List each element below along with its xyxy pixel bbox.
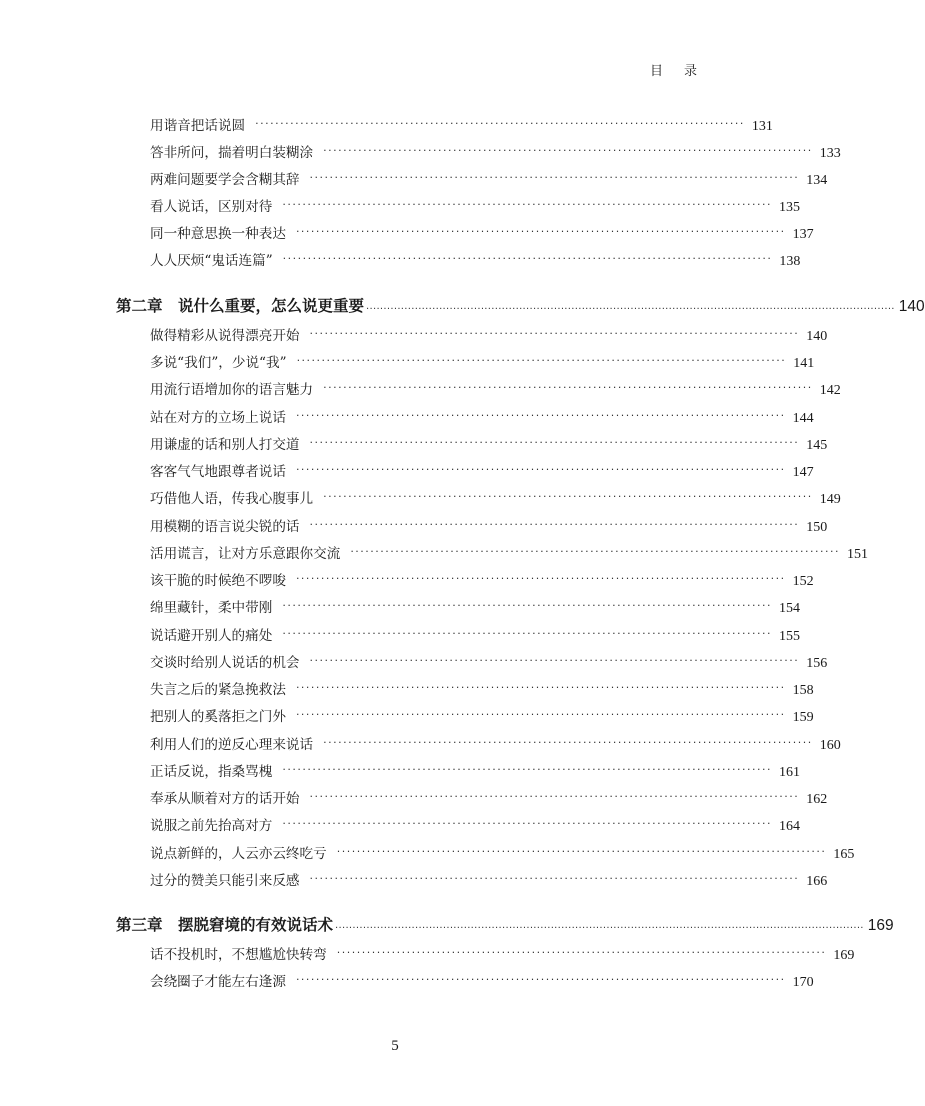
- toc-entry-title: 巧借他人语，传我心腹事儿: [150, 491, 314, 507]
- toc-entry-title: 该干脆的时候绝不啰唆: [150, 573, 286, 589]
- toc-entry[interactable]: [150, 760, 801, 780]
- header-title-left: 目: [649, 64, 664, 79]
- toc-entry-page: 159: [792, 710, 814, 725]
- toc-entry-page: 161: [779, 765, 801, 780]
- chapter-page: 169: [867, 917, 894, 934]
- toc-entry[interactable]: [150, 842, 855, 862]
- toc-entry-page: 169: [833, 948, 855, 963]
- leader-dots: ··································································································: [309, 872, 800, 885]
- toc-entry-page: 165: [833, 847, 855, 862]
- toc-entry-page: 133: [819, 146, 841, 161]
- leader-dots: ··································································································: [296, 354, 787, 367]
- leader-dots: ··································································································: [295, 572, 786, 585]
- leader-dots: ··································································································: [336, 946, 827, 959]
- toc-entry-title: 说话避开别人的痛处: [150, 628, 273, 644]
- toc-entry[interactable]: [150, 324, 828, 344]
- toc-entry-title: 同一种意思换一种表达: [150, 226, 286, 242]
- leader-dots: ··································································································: [282, 817, 773, 830]
- toc-entry[interactable]: [150, 406, 814, 426]
- leader-dots: ··································································································: [309, 436, 800, 449]
- toc-entry-title: 活用谎言，让对方乐意跟你交流: [150, 546, 341, 562]
- toc-entry-page: 140: [806, 329, 828, 344]
- leader-dots: ··································································································: [350, 545, 840, 558]
- toc-entry-page: 144: [792, 411, 814, 426]
- leader-dots: ··································································································: [282, 198, 773, 211]
- toc-entry-page: 137: [792, 227, 814, 242]
- toc-entry-page: 155: [779, 629, 801, 644]
- toc-entry-page: 147: [792, 465, 814, 480]
- toc-entry[interactable]: [150, 378, 841, 398]
- toc-entry-title: 交谈时给别人说话的机会: [150, 655, 300, 671]
- toc-entry-page: 138: [779, 254, 801, 269]
- toc-entry[interactable]: [150, 814, 801, 834]
- toc-entry[interactable]: [150, 168, 828, 188]
- toc-entry-title: 用谦虚的话和别人打交道: [150, 437, 300, 453]
- toc-entry-title: 站在对方的立场上说话: [150, 410, 286, 426]
- leader-dots: ··································································································: [309, 327, 800, 340]
- toc-entry[interactable]: [150, 569, 814, 589]
- toc-entry[interactable]: [150, 542, 868, 562]
- leader-dots: ··································································································: [309, 171, 800, 184]
- toc-entry-page: 150: [806, 520, 828, 535]
- toc-entry[interactable]: [150, 705, 814, 725]
- toc-entry[interactable]: [150, 970, 814, 990]
- leader-dots: ··································································································: [323, 144, 813, 157]
- leader-dots: ··································································································: [295, 409, 786, 422]
- leader-dots: ··································································································: [295, 463, 786, 476]
- toc-entry-title: 把别人的奚落拒之门外: [150, 709, 286, 725]
- toc-entry-title: 答非所问，揣着明白装糊涂: [150, 145, 314, 161]
- toc-entry-page: 141: [793, 356, 815, 371]
- toc-entry-title: 两难问题要学会含糊其辞: [150, 172, 300, 188]
- leader-dots: ··································································································: [309, 518, 800, 531]
- toc-entry[interactable]: [150, 678, 814, 698]
- toc-entry-title: 说点新鲜的，人云亦云终吃亏: [150, 846, 327, 862]
- leader-dots: ··································································································: [282, 252, 773, 265]
- toc-entry-title: 正话反说，指桑骂槐: [150, 764, 273, 780]
- toc-entry[interactable]: [150, 351, 815, 371]
- toc-entry-page: 162: [806, 792, 828, 807]
- toc-entry[interactable]: [150, 487, 841, 507]
- toc-entry[interactable]: [150, 249, 801, 269]
- toc-entry-title: 客客气气地跟尊者说话: [150, 464, 286, 480]
- toc-entry[interactable]: [150, 869, 828, 889]
- toc-entry[interactable]: [150, 733, 841, 753]
- toc-entry[interactable]: [150, 460, 814, 480]
- leader-dots: ··································································································: [323, 490, 813, 503]
- chapter-heading[interactable]: [116, 294, 925, 316]
- toc-entry[interactable]: [150, 515, 828, 535]
- toc-entry[interactable]: [150, 624, 801, 644]
- toc-entry-page: 164: [779, 819, 801, 834]
- toc-entry-page: 166: [806, 874, 828, 889]
- toc-entry-title: 用模糊的语言说尖锐的话: [150, 519, 300, 535]
- toc-entry-page: 145: [806, 438, 828, 453]
- header-title-right: 录: [683, 64, 698, 79]
- leader-dots: ··································································································: [309, 654, 800, 667]
- leader-dots: ··································································································: [282, 763, 773, 776]
- toc-entry-page: 154: [779, 601, 801, 616]
- chapter-title: 第二章 说什么重要，怎么说更重要: [116, 297, 365, 315]
- toc-entry[interactable]: [150, 787, 828, 807]
- leader-dots: ··································································································: [255, 117, 745, 130]
- leader-dots: ··································································································: [295, 225, 786, 238]
- toc-entry-page: 156: [806, 656, 828, 671]
- toc-entry[interactable]: [150, 141, 841, 161]
- toc-entry-page: 142: [819, 383, 841, 398]
- leader-dots: ··································································································: [309, 790, 800, 803]
- toc-entry-page: 152: [792, 574, 814, 589]
- toc-entry-title: 用谐音把话说圆: [150, 118, 246, 134]
- toc-entry[interactable]: [150, 114, 773, 134]
- toc-entry-page: 160: [819, 738, 841, 753]
- toc-entry-title: 说服之前先抬高对方: [150, 818, 273, 834]
- toc-entry-page: 135: [779, 200, 801, 215]
- chapter-title: 第三章 摆脱窘境的有效说话术: [116, 916, 334, 934]
- toc-entry-page: 151: [846, 547, 868, 562]
- toc-entry-title: 看人说话，区别对待: [150, 199, 273, 215]
- running-header: [650, 60, 698, 79]
- leader-dots: ··································································································: [282, 599, 773, 612]
- toc-entry-title: 多说“我们”，少说“我”: [150, 355, 287, 371]
- page-number: 5: [391, 1038, 399, 1054]
- toc-entry-title: 人人厌烦“鬼话连篇”: [150, 253, 273, 269]
- toc-entry-title: 绵里藏针，柔中带刚: [150, 600, 273, 616]
- toc-entry-title: 用流行语增加你的语言魅力: [150, 382, 314, 398]
- leader-dots: ··································································································: [323, 736, 813, 749]
- toc-entry-title: 过分的赞美只能引来反感: [150, 873, 300, 889]
- toc-entry-page: 131: [751, 119, 773, 134]
- toc-entry-title: 利用人们的逆反心理来说话: [150, 737, 314, 753]
- leader-dots: ··································································································: [336, 845, 827, 858]
- toc-entry-page: 134: [806, 173, 828, 188]
- leader-dots: ··································································································: [295, 681, 786, 694]
- toc-entry-title: 失言之后的紧急挽救法: [150, 682, 286, 698]
- toc-entry[interactable]: [150, 943, 855, 963]
- chapter-page: 140: [898, 298, 925, 315]
- leader-dots: ··································································································: [295, 708, 786, 721]
- toc-entry-title: 奉承从顺着对方的话开始: [150, 791, 300, 807]
- toc-entry-title: 会绕圈子才能左右逢源: [150, 974, 286, 990]
- toc-entry[interactable]: [150, 433, 828, 453]
- toc-entry[interactable]: [150, 651, 828, 671]
- leader-dots: ........................................................................................................................................................: [366, 301, 895, 312]
- toc-entry[interactable]: [150, 195, 801, 215]
- leader-dots: ··································································································: [323, 381, 813, 394]
- leader-dots: ........................................................................................................................................................: [335, 920, 864, 931]
- leader-dots: ··································································································: [295, 973, 786, 986]
- toc-entry-page: 149: [819, 492, 841, 507]
- leader-dots: ··································································································: [282, 627, 773, 640]
- chapter-heading[interactable]: [116, 913, 894, 935]
- toc-entry-page: 158: [792, 683, 814, 698]
- toc-entry-title: 话不投机时，不想尴尬快转弯: [150, 947, 327, 963]
- toc-entry-title: 做得精彩从说得漂亮开始: [150, 328, 300, 344]
- toc-entry[interactable]: [150, 222, 814, 242]
- toc-entry-page: 170: [792, 975, 814, 990]
- toc-entry[interactable]: [150, 596, 801, 616]
